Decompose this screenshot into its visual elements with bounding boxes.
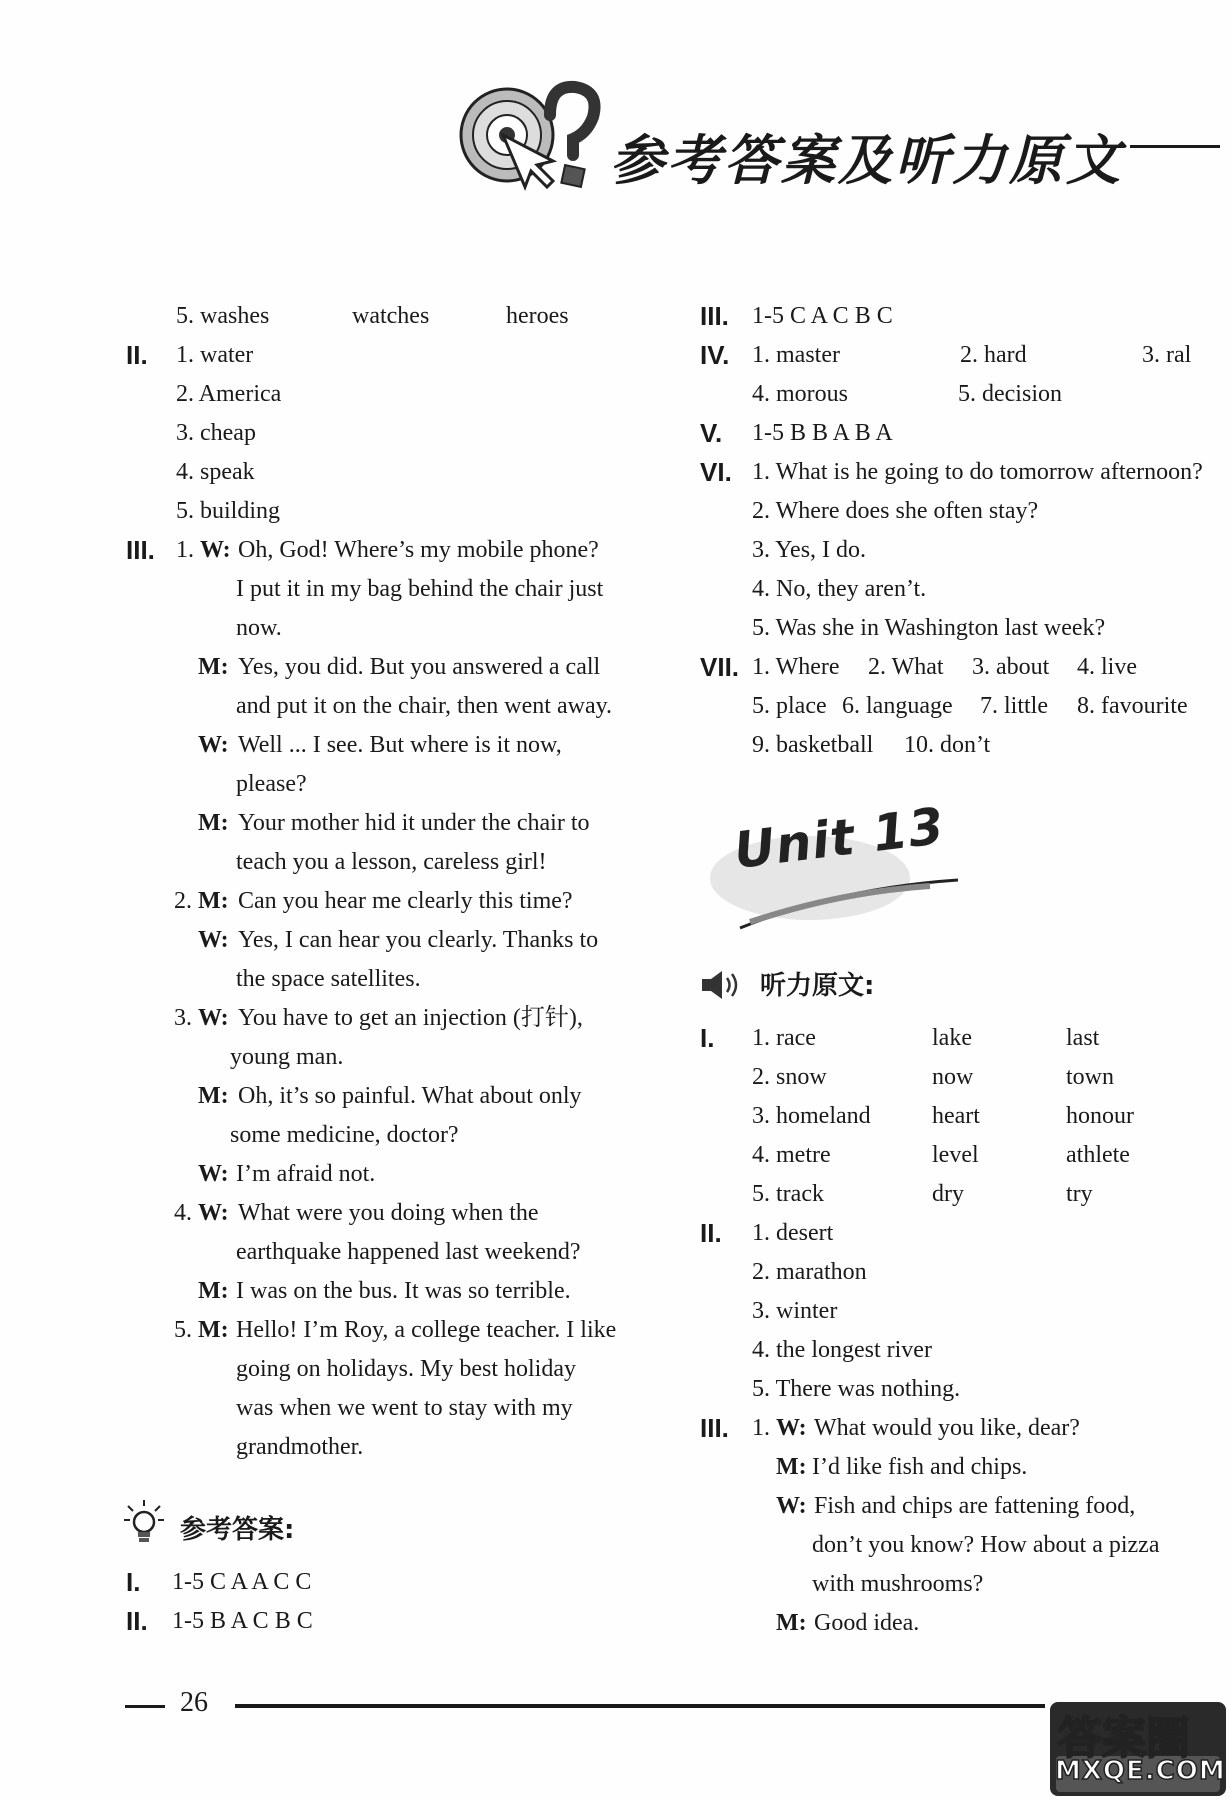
dialogue-line: going on holidays. My best holiday: [236, 1356, 576, 1382]
dialogue-speaker: W:: [198, 1200, 229, 1226]
answer-i-numeral: I.: [126, 1567, 141, 1597]
dialogue-line: don’t you know? How about a pizza: [812, 1532, 1160, 1558]
dialogue-speaker: M:: [198, 888, 229, 914]
right-section-vi-numeral: VI.: [700, 457, 732, 487]
header-question-mark-graphic: [455, 75, 605, 205]
table-cell: 2. snow: [752, 1064, 827, 1090]
list-item: 1. desert: [752, 1220, 834, 1246]
watermark-text: 答案圈: [1058, 1713, 1190, 1764]
dialogue-number: 5.: [174, 1317, 192, 1343]
dialogue-line: young man.: [230, 1044, 344, 1070]
list-item: 3. about: [972, 654, 1050, 680]
list-item: 1. master: [752, 342, 840, 368]
list-item: 10. don’t: [904, 732, 991, 758]
list-item: 2. marathon: [752, 1259, 867, 1285]
table-cell: now: [932, 1064, 974, 1090]
list-item: 5. Was she in Washington last week?: [752, 615, 1106, 641]
dialogue-line: teach you a lesson, careless girl!: [236, 849, 547, 875]
answers-heading: 参考答案:: [180, 1515, 295, 1545]
right-section-v-text: 1-5 B B A B A: [752, 420, 893, 446]
list-item: 2. Where does she often stay?: [752, 498, 1039, 524]
table-cell: last: [1066, 1025, 1100, 1051]
list-item: 8. favourite: [1077, 693, 1188, 719]
dialogue-number: 2.: [174, 888, 192, 914]
dialogue-line: earthquake happened last weekend?: [236, 1239, 581, 1265]
speaker-icon: [700, 968, 746, 1002]
table-cell: 5. track: [752, 1181, 824, 1207]
listening-i-numeral: I.: [700, 1023, 715, 1053]
table-cell: town: [1066, 1064, 1114, 1090]
dialogue-line: I’d like fish and chips.: [812, 1454, 1028, 1480]
list-item: 6. language: [842, 693, 953, 719]
left-q5-word2: watches: [352, 303, 430, 329]
footer-rule-right: [235, 1704, 1045, 1708]
dialogue-line: Yes, you did. But you answered a call: [238, 654, 601, 680]
left-q5-num: 5.: [176, 303, 194, 329]
dialogue-speaker: W:: [198, 1005, 229, 1031]
dialogue-line: Oh, God! Where’s my mobile phone?: [238, 537, 599, 563]
list-item: 3. ral: [1142, 342, 1192, 368]
list-item: 4. speak: [176, 459, 255, 485]
footer-rule-left: [125, 1705, 165, 1708]
list-item: 2. America: [176, 381, 282, 407]
dialogue-line: Fish and chips are fattening food,: [814, 1493, 1136, 1519]
table-cell: athlete: [1066, 1142, 1130, 1168]
table-cell: 3. homeland: [752, 1103, 871, 1129]
dialogue-line: You have to get an injection (打针),: [238, 1005, 583, 1031]
list-item: 7. little: [980, 693, 1048, 719]
dialogue-line: with mushrooms?: [812, 1571, 984, 1597]
dialogue-speaker: M:: [776, 1454, 807, 1480]
listening-iii-numeral: III.: [700, 1413, 729, 1443]
table-cell: try: [1066, 1181, 1093, 1207]
dialogue-number: 1.: [752, 1415, 770, 1441]
dialogue-line: Good idea.: [814, 1610, 920, 1636]
right-section-v-numeral: V.: [700, 418, 723, 448]
dialogue-speaker: M:: [198, 1278, 229, 1304]
dialogue-line: and put it on the chair, then went away.: [236, 693, 613, 719]
dialogue-speaker: W:: [200, 537, 231, 563]
lightbulb-icon: [124, 1500, 164, 1546]
dialogue-line: I’m afraid not.: [236, 1161, 376, 1187]
table-cell: honour: [1066, 1103, 1134, 1129]
list-item: 3. Yes, I do.: [752, 537, 867, 563]
dialogue-line: grandmother.: [236, 1434, 364, 1460]
dialogue-line: Yes, I can hear you clearly. Thanks to: [238, 927, 599, 953]
answer-ii-numeral: II.: [126, 1606, 148, 1636]
list-item: 4. live: [1077, 654, 1137, 680]
list-item: 1. water: [176, 342, 254, 368]
dialogue-line: Can you hear me clearly this time?: [238, 888, 573, 914]
dialogue-speaker: M:: [198, 654, 229, 680]
right-section-vii-numeral: VII.: [700, 652, 740, 682]
listening-ii-numeral: II.: [700, 1218, 722, 1248]
dialogue-line: the space satellites.: [236, 966, 421, 992]
unit-title: Unit 13: [730, 796, 948, 880]
list-item: 1. Where: [752, 654, 840, 680]
answer-ii-text: 1-5 B A C B C: [172, 1608, 313, 1634]
dialogue-line: Well ... I see. But where is it now,: [238, 732, 562, 758]
dialogue-line: was when we went to stay with my: [236, 1395, 573, 1421]
table-cell: level: [932, 1142, 979, 1168]
dialogue-line: What were you doing when the: [238, 1200, 539, 1226]
listening-heading: 听力原文:: [760, 971, 875, 1001]
dialogue-speaker: M:: [198, 810, 229, 836]
dialogue-line: some medicine, doctor?: [230, 1122, 459, 1148]
dialogue-speaker: W:: [198, 732, 229, 758]
table-cell: dry: [932, 1181, 964, 1207]
table-cell: 1. race: [752, 1025, 816, 1051]
left-q5-word3: heroes: [506, 303, 569, 329]
header-title: 参考答案及听力原文: [610, 129, 1123, 192]
dialogue-speaker: M:: [776, 1610, 807, 1636]
dialogue-line: I was on the bus. It was so terrible.: [236, 1278, 571, 1304]
table-cell: lake: [932, 1025, 972, 1051]
dialogue-line: I put it in my bag behind the chair just: [236, 576, 604, 602]
dialogue-line: What would you like, dear?: [814, 1415, 1080, 1441]
table-cell: heart: [932, 1103, 980, 1129]
header-rule: [1130, 145, 1220, 148]
right-section-iv-numeral: IV.: [700, 340, 730, 370]
left-section-ii-numeral: II.: [126, 340, 148, 370]
dialogue-line: please?: [236, 771, 307, 797]
list-item: 3. cheap: [176, 420, 256, 446]
list-item: 9. basketball: [752, 732, 874, 758]
dialogue-speaker: W:: [776, 1493, 807, 1519]
dialogue-line: Oh, it’s so painful. What about only: [238, 1083, 582, 1109]
list-item: 5. building: [176, 498, 281, 524]
dialogue-line: Hello! I’m Roy, a college teacher. I like: [236, 1317, 617, 1343]
dialogue-speaker: W:: [776, 1415, 807, 1441]
dialogue-speaker: M:: [198, 1083, 229, 1109]
dialogue-speaker: W:: [198, 927, 229, 953]
dialogue-speaker: M:: [198, 1317, 229, 1343]
dialogue-number: 1.: [176, 537, 194, 563]
list-item: 4. morous: [752, 381, 848, 407]
right-section-iii-numeral: III.: [700, 301, 729, 331]
dialogue-speaker: W:: [198, 1161, 229, 1187]
dialogue-line: now.: [236, 615, 282, 641]
list-item: 4. the longest river: [752, 1337, 932, 1363]
list-item: 3. winter: [752, 1298, 838, 1324]
left-q5-word1: washes: [200, 303, 270, 329]
table-cell: 4. metre: [752, 1142, 831, 1168]
dialogue-number: 3.: [174, 1005, 192, 1031]
list-item: 2. What: [868, 654, 944, 680]
watermark-url: MXQE.COM: [1055, 1756, 1226, 1786]
list-item: 2. hard: [960, 342, 1027, 368]
answer-i-text: 1-5 C A A C C: [172, 1569, 312, 1595]
right-section-iii-text: 1-5 C A C B C: [752, 303, 893, 329]
list-item: 4. No, they aren’t.: [752, 576, 927, 602]
list-item: 1. What is he going to do tomorrow afternoon?: [752, 459, 1203, 485]
left-section-iii-numeral: III.: [126, 535, 155, 565]
list-item: 5. There was nothing.: [752, 1376, 961, 1402]
dialogue-number: 4.: [174, 1200, 192, 1226]
list-item: 5. place: [752, 693, 827, 719]
dialogue-line: Your mother hid it under the chair to: [238, 810, 590, 836]
list-item: 5. decision: [958, 381, 1062, 407]
page-number: 26: [180, 1687, 208, 1718]
